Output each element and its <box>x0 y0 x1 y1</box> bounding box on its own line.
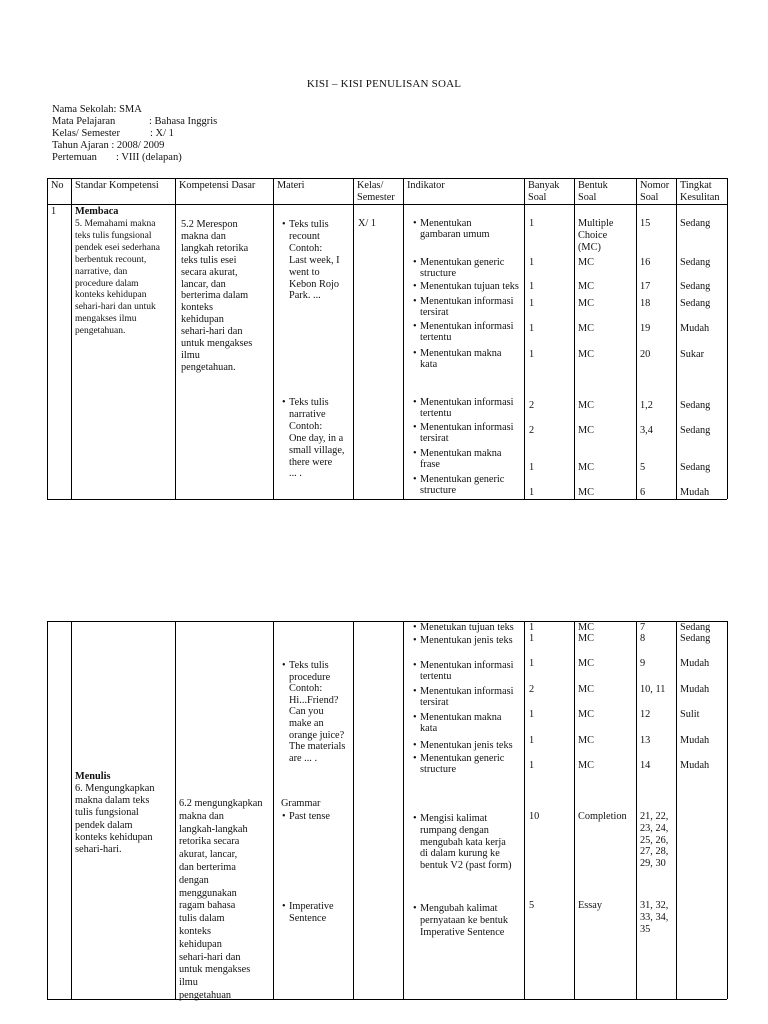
kd-line: makna dan <box>179 810 224 822</box>
sk-line: pendek esei sederhana <box>75 242 160 253</box>
materi-line: narrative <box>289 408 326 420</box>
tingkat-kesulitan: Sedang <box>680 622 711 633</box>
kd-line: konteks <box>179 926 212 937</box>
nomor-soal: 8 <box>640 633 646 644</box>
sk-title-membaca: Membaca <box>75 206 119 217</box>
sk-line: tulis fungsional <box>75 807 139 819</box>
header-bentuk: Bentuk <box>578 180 608 191</box>
indikator-line: • Menentukan informasi <box>420 397 514 409</box>
sk-line: berbentuk recount, <box>75 254 147 265</box>
indikator-line: bentuk V2 (past form) <box>420 860 512 872</box>
subject-value: : Bahasa Inggris <box>149 116 218 127</box>
banyak-soal: 1 <box>529 487 535 498</box>
materi-line: • Teks tulis <box>289 397 329 409</box>
header-bentuk-soal: Soal <box>578 192 597 203</box>
meeting-label: Pertemuan <box>52 152 97 163</box>
indikator-line: tersirat <box>420 433 449 445</box>
indikator-line: Imperative Sentence <box>420 926 505 938</box>
tingkat-kesulitan: Sedang <box>680 281 711 292</box>
row-number: 1 <box>51 206 57 217</box>
indikator-line: gambaran umum <box>420 229 490 241</box>
kd-line: langkah retorika <box>181 242 249 254</box>
tingkat-kesulitan: Sukar <box>680 349 705 360</box>
nomor-soal: 13 <box>640 735 651 746</box>
subject-label: Mata Pelajaran <box>52 116 116 127</box>
sk-line: konteks kehidupan <box>75 831 153 843</box>
nomor-soal: 18 <box>640 298 651 309</box>
meeting-value: : VIII (delapan) <box>116 152 182 163</box>
indikator-line: • Menentukan jenis teks <box>420 740 513 752</box>
materi-line: there were <box>289 456 333 468</box>
header-tingkat: Tingkat <box>680 180 712 191</box>
materi-line: orange juice? <box>289 729 345 741</box>
banyak-soal: 1 <box>529 622 535 633</box>
tingkat-kesulitan: Sedang <box>680 425 711 436</box>
bentuk-soal: MC <box>578 633 595 644</box>
tingkat-kesulitan: Sedang <box>680 298 711 309</box>
tingkat-kesulitan: Mudah <box>680 658 710 669</box>
tingkat-kesulitan: Mudah <box>680 735 710 746</box>
nomor-soal: 31, 32, <box>640 900 669 911</box>
kd-line: kehidupan <box>179 938 222 950</box>
kd-line: dan berterima <box>179 862 236 873</box>
materi-grammar: Grammar <box>281 798 321 809</box>
nomor-soal: 3,4 <box>640 425 653 436</box>
nomor-soal: 35 <box>640 923 651 935</box>
indikator-line: • Menentukan informasi <box>420 686 514 698</box>
indikator-line: tersirat <box>420 307 449 319</box>
indikator-line: • Menentukan jenis teks <box>420 635 513 647</box>
banyak-soal: 1 <box>529 658 535 669</box>
subject-row <box>52 116 217 128</box>
kd-line: ragam bahasa <box>179 900 236 912</box>
kd-line: pengetahuan. <box>181 361 236 373</box>
tingkat-kesulitan: Sedang <box>680 462 711 473</box>
nomor-soal: 14 <box>640 760 651 771</box>
banyak-soal: 1 <box>529 323 535 334</box>
bentuk-soal: MC <box>578 425 595 436</box>
tingkat-kesulitan: Sedang <box>680 400 711 411</box>
sk-line: procedure dalam <box>75 278 139 289</box>
materi-line: Sentence <box>289 913 327 924</box>
sk-line: pendek dalam <box>75 819 133 831</box>
nomor-soal: 27, 28, <box>640 846 669 858</box>
tingkat-kesulitan: Mudah <box>680 760 710 771</box>
kd-line: tulis dalam <box>179 913 225 925</box>
materi-line: • Teks tulis <box>289 219 329 231</box>
indikator-line: kata <box>420 723 438 735</box>
header-kompetensi-dasar: Kompetensi Dasar <box>179 180 256 191</box>
sk-line: makna dalam teks <box>75 795 150 807</box>
materi-line: Contoh: <box>289 683 323 695</box>
kd-line: retorika secara <box>179 836 240 848</box>
meeting-row <box>52 152 182 164</box>
indikator-line: • Menentukan makna <box>420 712 502 724</box>
bentuk-soal: MC <box>578 487 595 498</box>
materi-line: small village, <box>289 444 345 456</box>
kd-line: lancar, dan <box>181 278 226 290</box>
banyak-soal: 2 <box>529 400 535 411</box>
tingkat-kesulitan: Sedang <box>680 633 711 644</box>
materi-line: Contoh: <box>289 420 323 432</box>
school-name: Nama Sekolah: SMA <box>52 104 142 115</box>
document-title: KISI – KISI PENULISAN SOAL <box>306 78 462 90</box>
bentuk-soal: Essay <box>578 900 603 911</box>
materi-line: are ... . <box>289 752 318 764</box>
materi-line: Park. ... <box>289 290 321 302</box>
kd-line: pengetahuan <box>179 990 232 1001</box>
class-label: Kelas/ Semester <box>52 128 120 139</box>
sk-line: teks tulis fungsional <box>75 230 152 241</box>
bentuk-soal: Completion <box>578 811 627 822</box>
kd-line: akurat, lancar, <box>179 849 238 861</box>
header-materi: Materi <box>277 180 305 191</box>
sk-title-menulis: Menulis <box>75 771 111 782</box>
sk-line: 5. Memahami makna <box>75 219 156 229</box>
kd-line: untuk mengakses <box>181 338 253 349</box>
kd-line: 5.2 Merespon <box>181 219 238 230</box>
indikator-line: kata <box>420 359 438 371</box>
indikator-line: pernyataan ke bentuk <box>420 914 509 926</box>
kd-line: konteks <box>181 302 214 314</box>
kd-line: ilmu <box>179 977 198 989</box>
header-indikator: Indikator <box>407 180 445 191</box>
materi-line: The materials <box>289 741 346 753</box>
indikator-line: • Mengisi kalimat <box>420 813 487 825</box>
nomor-soal: 33, 34, <box>640 911 669 923</box>
header-kesulitan: Kesulitan <box>680 192 720 203</box>
nomor-soal: 29, 30 <box>640 858 666 870</box>
indikator-line: • Mengubah kalimat <box>420 903 498 915</box>
bentuk-soal: MC <box>578 400 595 411</box>
indikator-line: • Menentukan generic <box>420 257 504 269</box>
indikator-line: di dalam kurung ke <box>420 848 500 860</box>
tingkat-kesulitan: Mudah <box>680 323 710 334</box>
banyak-soal: 1 <box>529 462 535 473</box>
nomor-soal: 16 <box>640 257 651 268</box>
indikator-line: • Menentukan tujuan teks <box>420 281 519 293</box>
header-no: No <box>51 180 64 191</box>
kd-line: sehari-hari dan <box>179 951 241 963</box>
materi-line: • Past tense <box>289 811 330 823</box>
indikator-line: • Menentukan makna <box>420 348 502 360</box>
indikator-line: tertentu <box>420 332 452 344</box>
materi-line: make an <box>289 718 324 729</box>
bentuk-soal: MC <box>578 349 595 360</box>
banyak-soal: 1 <box>529 218 535 229</box>
tingkat-kesulitan: Sulit <box>680 709 700 720</box>
materi-line: procedure <box>289 671 331 683</box>
kd-line: kehidupan <box>181 314 224 326</box>
indikator-line: frase <box>420 459 441 471</box>
nomor-soal: 1,2 <box>640 400 653 411</box>
nomor-soal: 7 <box>640 622 646 633</box>
header-banyak: Banyak <box>528 180 560 191</box>
bentuk-soal: MC <box>578 735 595 746</box>
banyak-soal: 1 <box>529 281 535 292</box>
header-nomor-soal: Soal <box>640 192 659 203</box>
nomor-soal: 5 <box>640 462 646 473</box>
header-kelas: Kelas/ <box>357 180 384 191</box>
tingkat-kesulitan: Mudah <box>680 684 710 695</box>
bentuk-soal: MC <box>578 622 595 633</box>
indikator-line: • Menentukan generic <box>420 474 504 486</box>
materi-line: Contoh: <box>289 242 323 254</box>
tingkat-kesulitan: Mudah <box>680 487 710 498</box>
nomor-soal: 20 <box>640 349 651 360</box>
banyak-soal: 1 <box>529 349 535 360</box>
banyak-soal: 1 <box>529 709 535 720</box>
indikator-line: rumpang dengan <box>420 824 489 836</box>
sk-line: mengakses ilmu <box>75 314 137 325</box>
nomor-soal: 12 <box>640 709 651 720</box>
banyak-soal: 1 <box>529 298 535 309</box>
indikator-line: • Menentukan informasi <box>420 321 514 333</box>
indikator-line: structure <box>420 268 457 280</box>
tingkat-kesulitan: Sedang <box>680 257 711 268</box>
indikator-line: structure <box>420 485 457 497</box>
kd-line: sehari-hari dan <box>181 326 243 338</box>
indikator-line: tertentu <box>420 408 452 420</box>
indikator-line: • Menentukan generic <box>420 753 504 765</box>
indikator-line: • Menentukan informasi <box>420 422 514 434</box>
banyak-soal: 1 <box>529 633 535 644</box>
nomor-soal: 9 <box>640 658 646 669</box>
indikator-line: tersirat <box>420 697 449 709</box>
kelas-value: X/ 1 <box>358 218 377 229</box>
school-year: Tahun Ajaran : 2008/ 2009 <box>52 140 165 151</box>
bentuk-soal: Multiple <box>578 218 614 229</box>
nomor-soal: 23, 24, <box>640 822 669 834</box>
nomor-soal: 17 <box>640 281 651 292</box>
class-value: : X/ 1 <box>150 128 174 139</box>
kd-line: menggunakan <box>179 887 237 899</box>
nomor-soal: 15 <box>640 218 651 229</box>
bentuk-soal: MC <box>578 760 595 771</box>
sk-line: sehari-hari dan untuk <box>75 302 156 313</box>
kd-line: secara akurat, <box>181 266 238 278</box>
bentuk-soal: MC <box>578 257 595 268</box>
materi-line: Last week, I <box>289 254 340 266</box>
materi-line: Can you <box>289 706 324 718</box>
header-nomor: Nomor <box>640 180 670 191</box>
banyak-soal: 1 <box>529 735 535 746</box>
materi-line: One day, in a <box>289 432 344 444</box>
bentuk-soal: MC <box>578 658 595 669</box>
bentuk-soal: (MC) <box>578 242 601 253</box>
materi-line: Hi...Friend? <box>289 694 339 706</box>
nomor-soal: 6 <box>640 487 646 498</box>
materi-line: • Imperative <box>289 901 334 913</box>
header-banyak-soal: Soal <box>528 192 547 203</box>
kd-line: 6.2 mengungkapkan <box>179 798 263 809</box>
bentuk-soal: MC <box>578 709 595 720</box>
class-row <box>52 128 174 140</box>
kd-line: dengan <box>179 874 209 886</box>
sk-line: 6. Mengungkapkan <box>75 783 155 794</box>
materi-line: went to <box>289 266 320 278</box>
indikator-line: • Menentukan <box>420 218 471 230</box>
sk-line: narrative, dan <box>75 266 128 277</box>
bentuk-soal: MC <box>578 323 595 334</box>
kd-line: makna dan <box>181 230 226 242</box>
nomor-soal: 21, 22, <box>640 811 669 822</box>
banyak-soal: 2 <box>529 425 535 436</box>
header-semester: Semester <box>357 192 395 203</box>
indikator-line: structure <box>420 764 457 776</box>
materi-line: Kebon Rojo <box>289 278 340 290</box>
sk-line: konteks kehidupan <box>75 290 147 301</box>
nomor-soal: 25, 26, <box>640 834 669 846</box>
bentuk-soal: MC <box>578 281 595 292</box>
kd-line: ilmu <box>181 349 200 361</box>
kd-line: untuk mengakses <box>179 964 251 976</box>
materi-line: recount <box>289 230 320 242</box>
bentuk-soal: Choice <box>578 230 608 241</box>
kd-line: berterima dalam <box>181 290 249 302</box>
banyak-soal: 10 <box>529 811 540 822</box>
banyak-soal: 2 <box>529 684 535 695</box>
indikator-line: • Menetukan tujuan teks <box>420 622 514 634</box>
nomor-soal: 10, 11 <box>640 684 666 695</box>
indikator-line: tertentu <box>420 671 452 683</box>
indikator-line: • Menentukan informasi <box>420 296 514 308</box>
sk-line: pengetahuan. <box>75 326 126 337</box>
header-standar-kompetensi: Standar Kompetensi <box>75 180 159 191</box>
indikator-line: • Menentukan informasi <box>420 660 514 672</box>
banyak-soal: 1 <box>529 257 535 268</box>
materi-line: • Teks tulis <box>289 660 329 672</box>
bentuk-soal: MC <box>578 298 595 309</box>
materi-line: ... . <box>289 468 302 480</box>
kd-line: langkah-langkah <box>179 823 248 835</box>
bentuk-soal: MC <box>578 462 595 473</box>
sk-line: sehari-hari. <box>75 844 122 855</box>
tingkat-kesulitan: Sedang <box>680 218 711 229</box>
indikator-line: • Menentukan makna <box>420 448 502 460</box>
nomor-soal: 19 <box>640 323 651 334</box>
kd-line: teks tulis esei <box>181 254 237 266</box>
banyak-soal: 1 <box>529 760 535 771</box>
bentuk-soal: MC <box>578 684 595 695</box>
banyak-soal: 5 <box>529 900 535 911</box>
indikator-line: mengubah kata kerja <box>420 836 506 848</box>
